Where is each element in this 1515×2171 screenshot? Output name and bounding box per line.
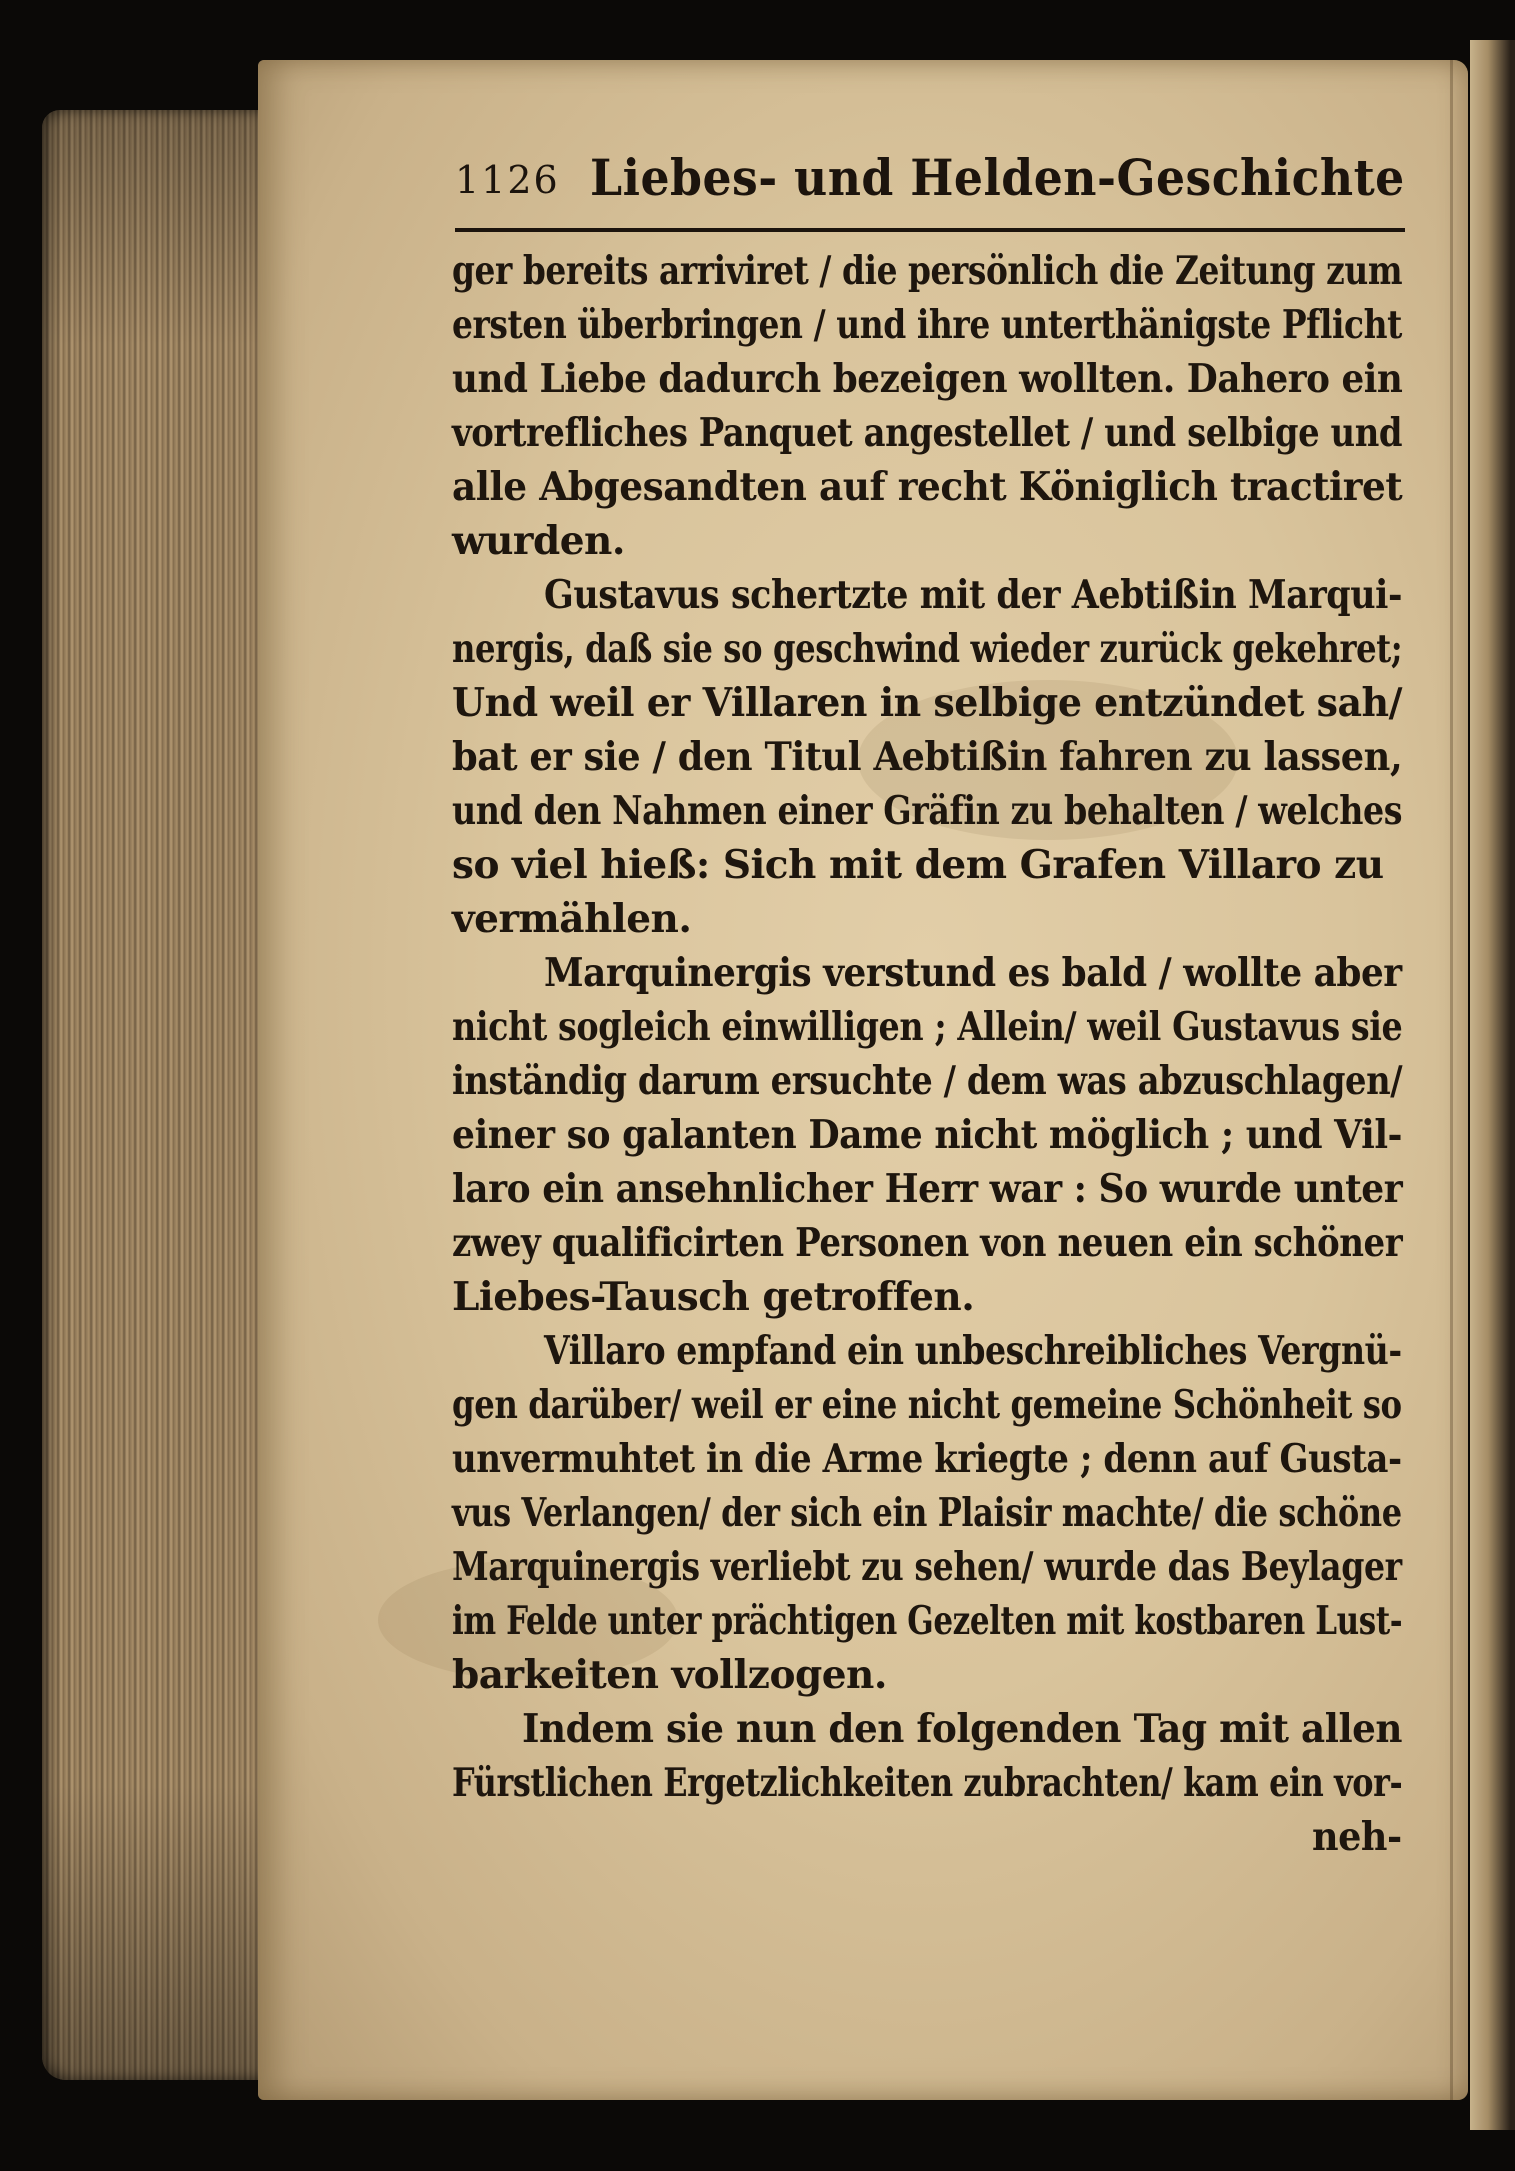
- text-line: vortrefliches Panquet angestellet / und selbige und: [452, 410, 1403, 456]
- text-line: ersten überbringen / und ihre unterthänigste Pflicht: [452, 302, 1402, 348]
- text-line: alle Abgesandten auf recht Königlich tractiret: [452, 464, 1403, 510]
- text-line: Fürstlichen Ergetzlichkeiten zubrachten/ kam ein vor-: [452, 1760, 1403, 1806]
- text-line: unvermuhtet in die Arme kriegte ; denn auf Gusta-: [452, 1436, 1402, 1482]
- text-line: gen darüber/ weil er eine nicht gemeine Schönheit so: [452, 1382, 1402, 1428]
- paragraph-first-line: Marquinergis verstund es bald / wollte aber: [544, 950, 1402, 996]
- text-line: so viel hieß: Sich mit dem Grafen Villaro zu: [452, 842, 1384, 888]
- text-line: Liebes-Tausch getroffen.: [452, 1274, 975, 1320]
- text-line: Marquinergis verliebt zu sehen/ wurde das Beylager: [452, 1544, 1402, 1590]
- book-page-edges: [42, 110, 277, 2080]
- header-rule: [455, 228, 1405, 232]
- text-line: Und weil er Villaren in selbige entzündet sah/: [452, 680, 1402, 726]
- paragraph-first-line: Villaro empfand ein unbeschreibliches Vergnü-: [544, 1328, 1402, 1374]
- text-line: vus Verlangen/ der sich ein Plaisir machte/ die schöne: [452, 1490, 1402, 1536]
- text-line: ger bereits arriviret / die persönlich die Zeitung zum: [452, 248, 1403, 294]
- text-line: einer so galanten Dame nicht möglich ; und Vil-: [452, 1112, 1403, 1158]
- gutter-line: [1450, 60, 1453, 2100]
- text-line: inständig darum ersuchte / dem was abzuschlagen/: [452, 1058, 1403, 1104]
- text-line: wurden.: [452, 518, 625, 564]
- text-line: laro ein ansehnlicher Herr war : So wurde unter: [452, 1166, 1403, 1212]
- text-line: und Liebe dadurch bezeigen wollten. Dahero ein: [452, 356, 1403, 402]
- text-line: nergis, daß sie so geschwind wieder zurück gekehret;: [452, 626, 1403, 672]
- text-line: zwey qualificirten Personen von neuen ein schöner: [452, 1220, 1403, 1266]
- text-line: nicht sogleich einwilligen ; Allein/ weil Gustavus sie: [452, 1004, 1403, 1050]
- text-line: barkeiten vollzogen.: [452, 1652, 887, 1698]
- page-number: 1126: [455, 158, 560, 202]
- text-line: und den Nahmen einer Gräfin zu behalten / welches: [452, 788, 1403, 834]
- page-header: [455, 148, 1405, 208]
- paragraph-first-line: Gustavus schertzte mit der Aebtißin Marqui-: [544, 572, 1403, 618]
- text-line: im Felde unter prächtigen Gezelten mit kostbaren Lust-: [452, 1598, 1403, 1644]
- text-line: bat er sie / den Titul Aebtißin fahren zu lassen,: [452, 734, 1403, 780]
- right-page-edge: [1470, 40, 1515, 2130]
- paragraph-first-line: Indem sie nun den folgenden Tag mit allen: [522, 1706, 1403, 1752]
- catchword: neh-: [1312, 1814, 1402, 1860]
- text-line: vermählen.: [452, 896, 692, 942]
- running-title: Liebes- und Helden-Geschichte: [590, 148, 1405, 207]
